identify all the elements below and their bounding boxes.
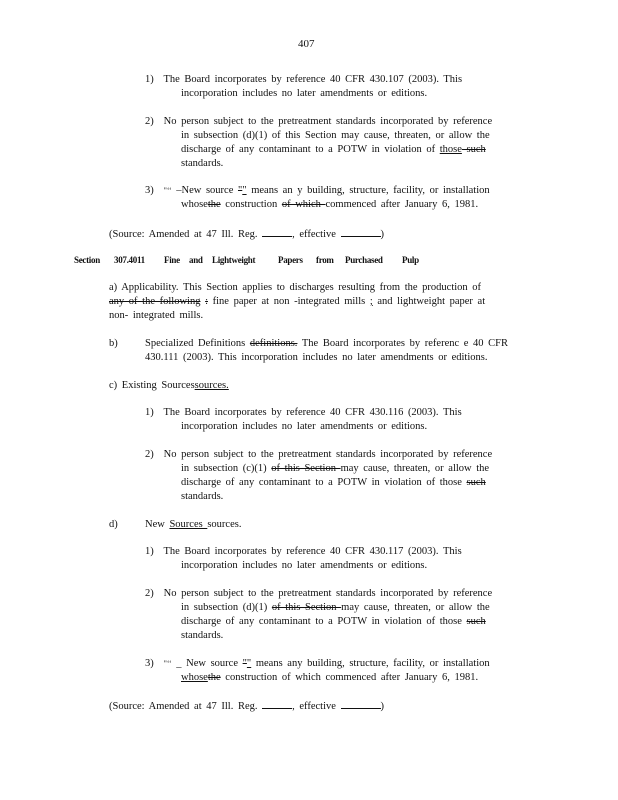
paragraph-c1 xyxy=(145,406,462,434)
section-label: Section xyxy=(74,255,100,265)
text: c) Existing Sources xyxy=(109,380,195,391)
item-number: 2) xyxy=(145,116,154,127)
page-number: 407 xyxy=(298,38,315,50)
text: a) Applicability. This Section applies to discharges resulting from the production of xyxy=(109,282,482,293)
text: standards. xyxy=(181,491,224,502)
text: may cause, threaten, or allow the xyxy=(341,602,490,613)
section-heading xyxy=(0,255,618,269)
text: incorporation includes no later amendments or editions. xyxy=(181,88,428,99)
heading-word: Pulp xyxy=(402,255,419,265)
heading-word: Purchased xyxy=(345,255,383,265)
text: New xyxy=(145,519,170,530)
text: _ New source xyxy=(171,658,243,669)
heading-word: and xyxy=(189,255,203,265)
text: sources. xyxy=(207,519,242,530)
deleted-text: such xyxy=(466,616,486,627)
heading-word: from xyxy=(316,255,334,265)
text: means any building, structure, facility, or installation xyxy=(251,658,490,669)
heading-word: Papers xyxy=(278,255,303,265)
text: (Source: Amended at 47 Ill. Reg. xyxy=(109,229,263,240)
heading-word: Fine xyxy=(164,255,180,265)
text: non- integrated mills. xyxy=(109,310,204,321)
deleted-text: such xyxy=(461,144,486,155)
text: The Board incorporates by reference 40 CFR 430.117 (2003). This xyxy=(163,546,462,557)
text: incorporation includes no later amendments or editions. xyxy=(181,560,428,571)
text: The Board incorporates by referenc e 40 CFR xyxy=(297,338,509,349)
text: , effective xyxy=(292,229,341,240)
heading-word: Lightweight xyxy=(212,255,256,265)
text: standards. xyxy=(181,158,224,169)
item-number: 1) xyxy=(145,407,154,418)
text: discharge of any contaminant to a POTW in violation of xyxy=(181,144,440,155)
text: and lightweight paper at xyxy=(372,296,486,307)
text: fine paper at non -integrated mills xyxy=(208,296,370,307)
text: discharge of any contaminant to a POTW in violation of those xyxy=(181,616,467,627)
inserted-text: those xyxy=(439,144,462,155)
item-number: 2) xyxy=(145,449,154,460)
item-number: 1) xyxy=(145,546,154,557)
deleted-text: : xyxy=(205,296,208,307)
deleted-text: the xyxy=(207,199,221,210)
text: No person subject to the pretreatment standards incorporated by reference xyxy=(163,449,493,460)
inserted-text: " xyxy=(242,185,247,196)
paragraph-d2 xyxy=(145,587,492,643)
deleted-text: any of the following xyxy=(109,296,201,307)
blank-line xyxy=(262,698,292,709)
text: standards. xyxy=(181,630,224,641)
blank-line xyxy=(262,226,292,237)
blank-line xyxy=(341,226,381,237)
paragraph-3 xyxy=(145,184,490,212)
text: discharge of any contaminant to a POTW in violation of those xyxy=(181,477,467,488)
deleted-text: the xyxy=(207,672,221,683)
text: "‘‘ xyxy=(163,186,172,195)
text: in subsection (c)(1) xyxy=(181,463,272,474)
item-number: b) xyxy=(109,338,118,349)
text: may cause, threaten, or allow the xyxy=(340,463,490,474)
deleted-text: of this Section xyxy=(271,463,341,474)
inserted-text: sources. xyxy=(194,380,229,391)
text: No person subject to the pretreatment standards incorporated by reference xyxy=(163,116,493,127)
text: , effective xyxy=(292,701,341,712)
subsection-c xyxy=(109,379,229,393)
text: ) xyxy=(380,701,385,712)
deleted-text: of this Section xyxy=(271,602,342,613)
section-number: 307.4011 xyxy=(114,255,145,265)
deleted-text: " xyxy=(237,185,243,196)
subsection-a xyxy=(109,281,485,323)
subsection-b xyxy=(109,337,508,365)
text: in subsection (d)(1) of this Section may cause, threaten, or allow the xyxy=(181,130,490,141)
deleted-text: " xyxy=(242,658,247,669)
item-number: 2) xyxy=(145,588,154,599)
text: construction of which commenced after January 6, 1981. xyxy=(220,672,479,683)
inserted-text: whose xyxy=(181,672,208,683)
text: commenced after January 6, 1981. xyxy=(325,199,479,210)
item-number: 3) xyxy=(145,185,154,196)
deleted-text: such xyxy=(466,477,486,488)
text: The Board incorporates by reference 40 CFR 430.107 (2003). This xyxy=(163,74,463,85)
text: ) xyxy=(380,229,385,240)
deleted-text: definitions. xyxy=(249,338,298,349)
text: whose xyxy=(181,199,208,210)
text: (Source: Amended at 47 Ill. Reg. xyxy=(109,701,263,712)
text: 430.111 (2003). This incorporation includes no later amendments or editions. xyxy=(145,352,488,363)
text: Specialized Definitions xyxy=(145,338,250,349)
paragraph-d3 xyxy=(145,657,490,685)
item-number: 1) xyxy=(145,74,154,85)
text: The Board incorporates by reference 40 CFR 430.116 (2003). This xyxy=(163,407,462,418)
text: incorporation includes no later amendments or editions. xyxy=(181,421,428,432)
paragraph-2 xyxy=(145,115,492,171)
source-note xyxy=(109,226,384,240)
text: –New source xyxy=(176,185,238,196)
paragraph-1 xyxy=(145,73,462,101)
source-note xyxy=(109,698,384,712)
item-number: d) xyxy=(109,519,118,530)
text: No person subject to the pretreatment standards incorporated by reference xyxy=(163,588,493,599)
text: means an y building, structure, facility, or installation xyxy=(246,185,490,196)
deleted-text: of which xyxy=(281,199,326,210)
text: construction xyxy=(220,199,282,210)
subsection-d xyxy=(109,518,241,532)
inserted-text: ; xyxy=(369,296,373,307)
inserted-text: Sources xyxy=(169,519,208,530)
inserted-text: " xyxy=(246,658,252,669)
paragraph-c2 xyxy=(145,448,492,504)
text: "‘‘ xyxy=(163,659,172,668)
blank-line xyxy=(341,698,381,709)
item-number: 3) xyxy=(145,658,154,669)
paragraph-d1 xyxy=(145,545,462,573)
text: in subsection (d)(1) xyxy=(181,602,272,613)
